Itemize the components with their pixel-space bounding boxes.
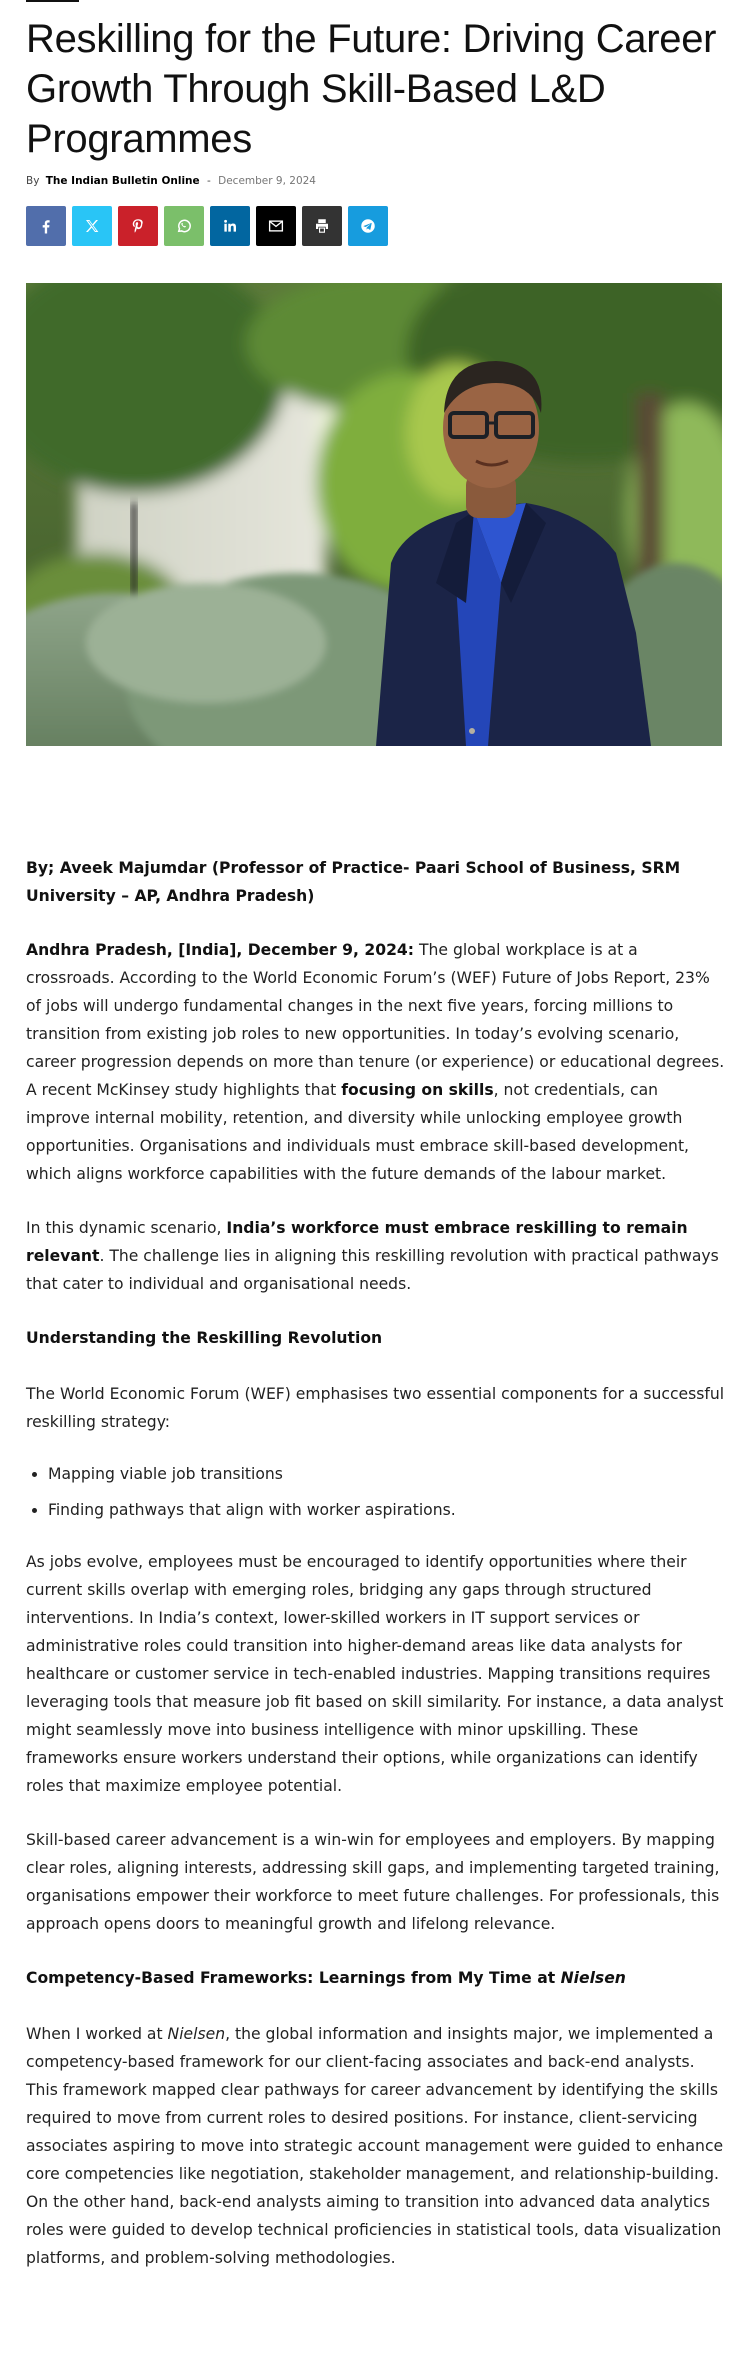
paragraph-wef: The World Economic Forum (WEF) emphasises two essential components for a successful reskilling strategy: — [26, 1385, 725, 1431]
paragraph-intro-text-b: , not credentials, can improve internal mobility, retention, and diversity while unlocking employee growth opportunities. Organisations and individuals must embrace skill-based development, which aligns workforce capabilities with the future demands of the labour market. — [26, 1081, 690, 1183]
section-heading-text: Competency-Based Frameworks: Learnings from My Time at — [26, 1969, 561, 1987]
paragraph-skill-based: Skill-based career advancement is a win-win for employees and employers. By mapping clear roles, aligning interests, addressing skill gaps, and implementing targeted training, organisations empower their workforce to meet future challenges. For professionals, this approach opens doors to meaningful growth and lifelong relevance. — [26, 1831, 720, 1933]
paragraph-scenario-bold: India’s workforce must embrace reskilling to remain relevant — [26, 1219, 688, 1265]
article-title: Reskilling for the Future: Driving Career Growth Through Skill-Based L&D Programmes — [26, 17, 717, 161]
article-body — [26, 854, 726, 2298]
share-print-button[interactable] — [302, 206, 342, 246]
byline — [26, 173, 316, 189]
share-telegram-button[interactable] — [348, 206, 388, 246]
paragraph-nielsen-text-a: When I worked at — [26, 2025, 168, 2043]
share-email-button[interactable] — [256, 206, 296, 246]
paragraph-nielsen — [26, 2020, 726, 2272]
bullet-list — [26, 1460, 726, 1524]
linkedin-icon — [221, 217, 239, 235]
section-heading-competency-frameworks — [26, 1964, 726, 1992]
share-pinterest-button[interactable] — [118, 206, 158, 246]
article-author-line: By; Aveek Majumdar (Professor of Practice- Paari School of Business, SRM University – AP, Andhra Pradesh) — [26, 859, 681, 905]
envelope-icon — [267, 217, 285, 235]
paragraph-nielsen-italic: Nielsen — [167, 2025, 226, 2043]
x-twitter-icon — [83, 217, 101, 235]
paragraph-intro-bold: focusing on skills — [341, 1081, 494, 1099]
share-facebook-button[interactable] — [26, 206, 66, 246]
whatsapp-icon — [175, 217, 193, 235]
paragraph-scenario-text-b: . The challenge lies in aligning this reskilling revolution with practical pathways that cater to individual and organisational needs. — [26, 1247, 719, 1293]
dateline: Andhra Pradesh, [India], December 9, 2024: — [26, 941, 415, 959]
section-heading-italic: Nielsen — [560, 1969, 626, 1987]
paragraph-scenario — [26, 1214, 726, 1298]
section-heading-reskilling-revolution: Understanding the Reskilling Revolution — [26, 1329, 383, 1347]
share-whatsapp-button[interactable] — [164, 206, 204, 246]
byline-separator: - — [206, 175, 211, 187]
paragraph-scenario-text-a: In this dynamic scenario, — [26, 1219, 227, 1237]
printer-icon — [313, 217, 331, 235]
paragraph-intro — [26, 936, 726, 1188]
telegram-icon — [359, 217, 377, 235]
paragraph-nielsen-text-b: , the global information and insights major, we implemented a competency-based framework for our client-facing associates and back-end analysts. This framework mapped clear pathways for career advancement by identifying the skills required to move from current roles to desired positions. For instance, client-servicing associates aspiring to move into strategic account management were guided to enhance core competencies like negotiation, stakeholder management, and relationship-building. On the other hand, back-end analysts aiming to transition into advanced data analytics roles were guided to develop technical proficiencies in statistical tools, data visualization platforms, and problem-solving methodologies. — [26, 2025, 724, 2267]
article-hero-image — [26, 283, 722, 746]
share-linkedin-button[interactable] — [210, 206, 250, 246]
portrait-photo — [26, 283, 722, 746]
list-item: • Finding pathways that align with worker aspirations. — [48, 1496, 726, 1524]
facebook-icon — [37, 217, 55, 235]
share-twitter-button[interactable] — [72, 206, 112, 246]
pinterest-icon — [129, 217, 147, 235]
paragraph-jobs-evolve: As jobs evolve, employees must be encouraged to identify opportunities where their current skills overlap with emerging roles, bridging any gaps through structured interventions. In India’s context, lower-skilled workers in IT support services or administrative roles could transition into higher-demand areas like data analysts for healthcare or customer service in tech-enabled industries. Mapping transitions requires leveraging tools that measure job fit based on skill similarity. For instance, a data analyst might seamlessly move into business intelligence with minor upskilling. These frameworks ensure workers understand their options, while organizations can identify roles that maximize employee potential. — [26, 1553, 724, 1795]
byline-by-label: By — [26, 175, 40, 187]
category-tag-underline — [26, 0, 79, 2]
publish-date: December 9, 2024 — [218, 175, 316, 187]
paragraph-intro-text-a: The global workplace is at a crossroads. According to the World Economic Forum’s (WEF) Future of Jobs Report, 23% of jobs will undergo fundamental changes in the next five years, forcing millions to transition from existing job roles to new opportunities. In today’s evolving scenario, career progression depends on more than tenure (or experience) or educational degrees. A recent McKinsey study highlights that — [26, 941, 725, 1099]
byline-author-link[interactable]: The Indian Bulletin Online — [45, 175, 200, 187]
list-item: • Mapping viable job transitions — [48, 1460, 726, 1488]
share-bar — [26, 206, 388, 246]
